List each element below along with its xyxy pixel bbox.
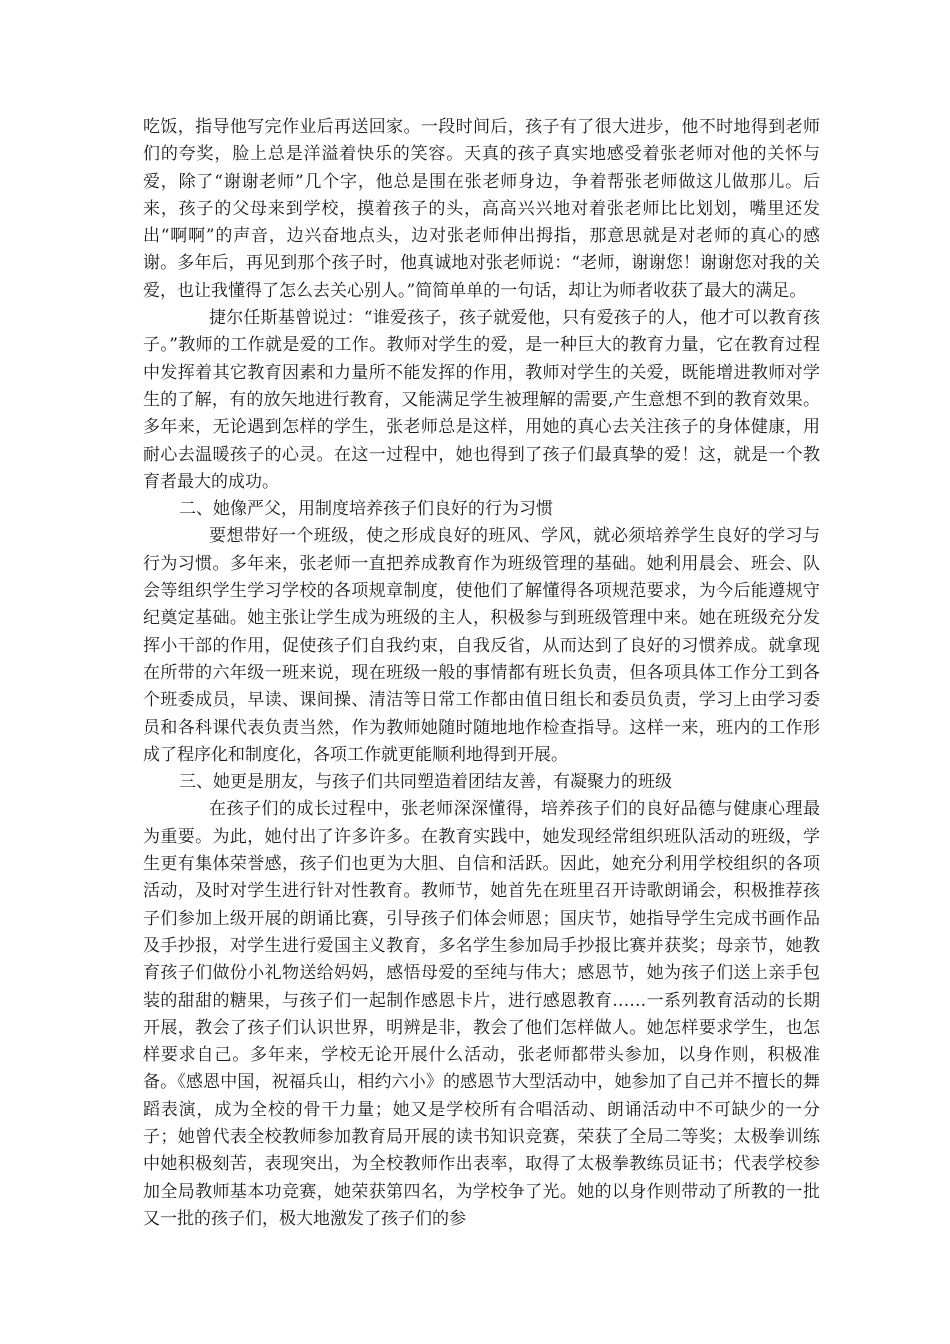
paragraph-continuation: 吃饭，指导他写完作业后再送回家。一段时间后，孩子有了很大进步，他不时地得到老师们的夸奖，脸上总是洋溢着快乐的笑容。天真的孩子真实地感受着张老师对他的关怀与爱，除了“谢谢老师”几个字，他总是围在张老师身边，争着帮张老师做这儿做那儿。后来，孩子的父母来到学校，摸着孩子的头，高高兴兴地对着张老师比比划划，嘴里还发出“啊啊”的声音，边兴奋地点头，边对张老师伸出拇指，那意思就是对老师的真心的感谢。多年后，再见到那个孩子时，他真诚地对张老师说：“老师，谢谢您！谢谢您对我的关爱，也让我懂得了怎么去关心别人。”简简单单的一句话，却让为师者收获了最大的满足。 [143,117,820,301]
paragraph-love-quote: 捷尔任斯基曾说过：“谁爱孩子，孩子就爱他，只有爱孩子的人，他才可以教育孩子。”教师的工作就是爱的工作。教师对学生的爱，是一种巨大的教育力量，它在教育过程中发挥着其它教育因素和力量所不能发挥的作用，教师对学生的关爱，既能增进教师对学生的了解，有的放矢地进行教育，又能满足学生被理解的需要,产生意想不到的教育效果。多年来，无论遇到怎样的学生，张老师总是这样，用她的真心去关注孩子的身体健康，用耐心去温暖孩子的心灵。在这一过程中，她也得到了孩子们最真挚的爱！这，就是一个教育者最大的成功。 [143,308,820,492]
section-heading-two: 二、她像严父，用制度培养孩子们良好的行为习惯 [179,499,553,520]
paragraph-activities: 在孩子们的成长过程中，张老师深深懂得，培养孩子们的良好品德与健康心理最为重要。为此，她付出了许多许多。在教育实践中，她发现经常组织班队活动的班级，学生更有集体荣誉感，孩子们也更为大胆、自信和活跃。因此，她充分利用学校组织的各项活动，及时对学生进行针对性教育。教师节，她首先在班里召开诗歌朗诵会，积极推荐孩子们参加上级开展的朗诵比赛，引导孩子们体会师恩；国庆节，她指导学生完成书画作品及手抄报，对学生进行爱国主义教育，多名学生参加局手抄报比赛并获奖；母亲节，她教育孩子们做份小礼物送给妈妈，感悟母爱的至纯与伟大；感恩节，她为孩子们送上亲手包装的甜甜的糖果，与孩子们一起制作感恩卡片，进行感恩教育……一系列教育活动的长期开展，教会了孩子们认识世界，明辨是非，教会了他们怎样做人。她怎样要求学生，也怎样要求自己。多年来，学校无论开展什么活动，张老师都带头参加，以身作则，积极准备。《感恩中国，祝福兵山，相约六小》的感恩节大型活动中，她参加了自己并不擅长的舞蹈表演，成为全校的骨干力量；她又是学校所有合唱活动、朗诵活动中不可缺少的一分子；她曾代表全校教师参加教育局开展的读书知识竞赛，荣获了全局二等奖；太极拳训练中她积极刻苦，表现突出，为全校教师作出表率，取得了太极拳教练员证书；代表学校参加全局教师基本功竞赛，她荣获第四名，为学校争了光。她的以身作则带动了所教的一批又一批的孩子们，极大地激发了孩子们的参 [143,799,820,1229]
section-heading-three: 三、她更是朋友，与孩子们共同塑造着团结友善，有凝聚力的班级 [179,772,672,793]
paragraph-habits: 要想带好一个班级，使之形成良好的班风、学风，就必须培养学生良好的学习与行为习惯。多年来，张老师一直把养成教育作为班级管理的基础。她利用晨会、班会、队会等组织学生学习学校的各项规章制度，使他们了解懂得各项规范要求，为今后能遵规守纪奠定基础。她主张让学生成为班级的主人，积极参与到班级管理中来。她在班级充分发挥小干部的作用，促使孩子们自我约束，自我反省，从而达到了良好的习惯养成。就拿现在所带的六年级一班来说，现在班级一般的事情都有班长负责，但各项具体工作分工到各个班委成员，早读、课间操、清洁等日常工作都由值日组长和委员负责，学习上由学习委员和各科课代表负责当然，作为教师她随时随地地作检查指导。这样一来，班内的工作形成了程序化和制度化，各项工作就更能顺利地得到开展。 [143,526,820,765]
document-page [143,114,820,1233]
